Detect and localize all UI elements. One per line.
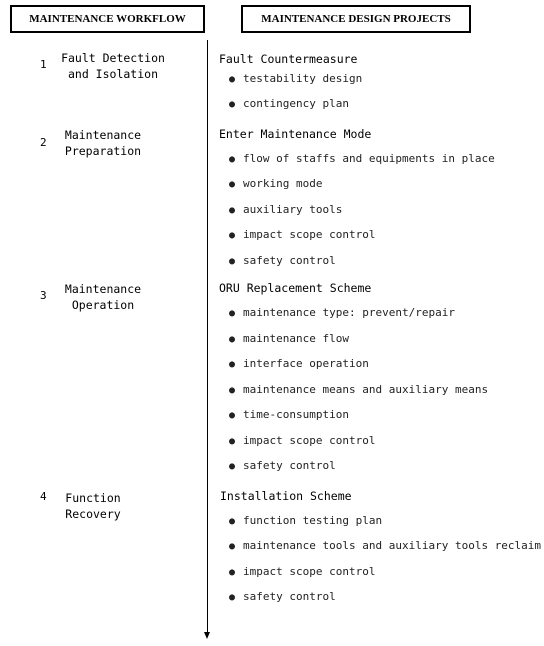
list-item: ● maintenance flow (229, 332, 349, 345)
maintenance-design-projects-header: MAINTENANCE DESIGN PROJECTS (241, 5, 471, 33)
project-title: Enter Maintenance Mode (219, 127, 372, 141)
project-title: Fault Countermeasure (219, 52, 358, 66)
list-item: ● safety control (229, 254, 336, 267)
list-item: ● auxiliary tools (229, 203, 343, 216)
timeline-arrow-icon (204, 632, 210, 639)
list-item: ● impact scope control (229, 565, 376, 578)
list-item: ● safety control (229, 590, 336, 603)
step-number: 2 (40, 136, 47, 149)
list-item: ● maintenance means and auxiliary means (229, 383, 489, 396)
list-item: ● impact scope control (229, 228, 376, 241)
list-item: ● contingency plan (229, 97, 349, 110)
step-title: Fault Detection and Isolation (61, 51, 165, 81)
list-item: ● time-consumption (229, 408, 349, 421)
list-item: ● impact scope control (229, 434, 376, 447)
list-item: ● interface operation (229, 357, 369, 370)
maintenance-workflow-header: MAINTENANCE WORKFLOW (10, 5, 205, 33)
project-title: Installation Scheme (220, 489, 352, 503)
list-item: ● maintenance type: prevent/repair (229, 306, 455, 319)
list-item: ● function testing plan (229, 514, 383, 527)
timeline-axis (207, 40, 208, 634)
project-title: ORU Replacement Scheme (219, 281, 372, 295)
list-item: ● flow of staffs and equipments in place (229, 152, 495, 165)
list-item: ● working mode (229, 177, 323, 190)
step-number: 1 (40, 58, 47, 71)
step-title: Function Recovery (65, 491, 121, 521)
step-number: 3 (40, 289, 47, 302)
step-number: 4 (40, 490, 47, 503)
step-title: Maintenance Preparation (64, 128, 142, 158)
list-item: ● testability design (229, 72, 363, 85)
step-title: Maintenance Operation (64, 282, 142, 312)
list-item: ● safety control (229, 459, 336, 472)
list-item: ● maintenance tools and auxiliary tools reclaim (229, 539, 542, 552)
